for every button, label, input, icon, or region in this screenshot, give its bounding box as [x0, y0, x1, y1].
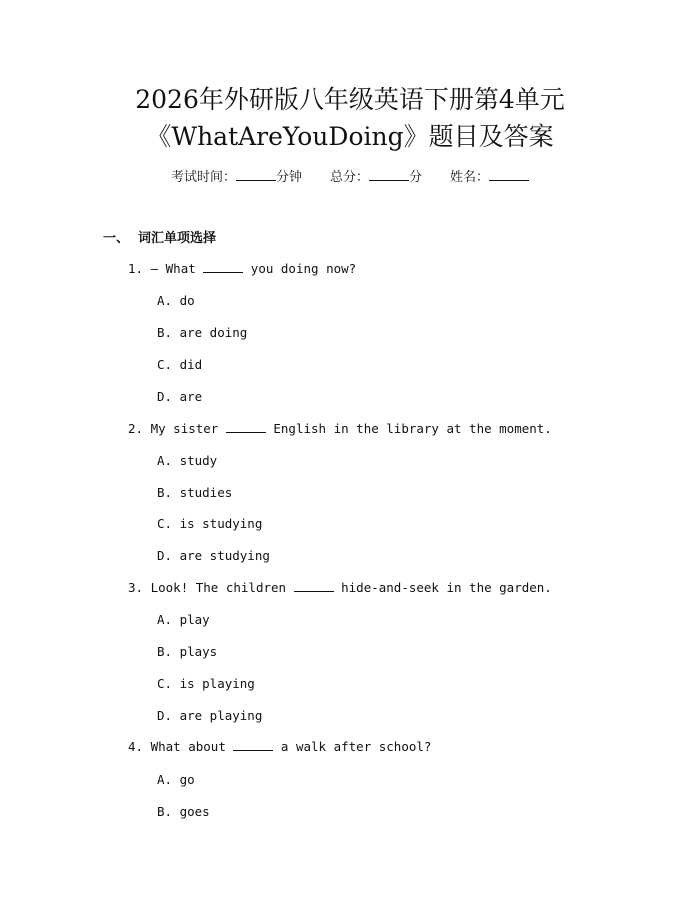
exam-score — [330, 168, 422, 187]
q1-option-c: C. did — [157, 357, 203, 372]
question-3 — [128, 579, 552, 597]
section-heading — [103, 230, 216, 248]
exam-info — [0, 168, 700, 187]
question-text-after: hide-and-seek in the garden. — [333, 580, 552, 595]
question-text-before: — What — [150, 261, 204, 276]
answer-blank — [203, 260, 243, 273]
question-number: 3. — [128, 580, 144, 595]
name-label: 姓名： — [450, 170, 490, 185]
question-text-after: English in the library at the moment. — [265, 421, 552, 436]
q2-option-b: B. studies — [157, 485, 233, 500]
exam-name — [450, 168, 529, 187]
q1-option-d: D. are — [157, 389, 203, 404]
q3-option-a: A. play — [157, 612, 210, 627]
answer-blank — [226, 420, 266, 433]
score-unit: 分 — [409, 170, 423, 185]
q4-option-a: A. go — [157, 772, 195, 787]
q3-option-d: D. are playing — [157, 708, 263, 723]
title-line-1: 2026年外研版八年级英语下册第4单元 — [135, 85, 565, 114]
exam-time — [171, 168, 302, 187]
score-blank — [369, 168, 409, 181]
question-text-after: you doing now? — [243, 261, 357, 276]
q2-option-c: C. is studying — [157, 516, 263, 531]
question-1 — [128, 260, 356, 278]
time-label: 考试时间： — [170, 170, 236, 185]
q4-option-b: B. goes — [157, 804, 210, 819]
section-number: 一、 — [103, 231, 130, 246]
question-number: 4. — [128, 739, 144, 754]
name-blank — [489, 168, 529, 181]
q2-option-d: D. are studying — [157, 548, 270, 563]
question-4 — [128, 738, 431, 756]
score-label: 总分： — [329, 170, 369, 185]
time-unit: 分钟 — [275, 170, 302, 185]
q1-option-b: B. are doing — [157, 325, 248, 340]
time-blank — [236, 168, 276, 181]
question-2 — [128, 420, 552, 438]
section-title: 词汇单项选择 — [138, 231, 217, 246]
title-line-2: 《WhatAreYouDoing》题目及答案 — [146, 122, 554, 151]
question-text-before: Look! The children — [150, 580, 294, 595]
q3-option-c: C. is playing — [157, 676, 255, 691]
answer-blank — [294, 579, 334, 592]
q1-option-a: A. do — [157, 293, 195, 308]
question-text-before: What about — [150, 739, 234, 754]
q2-option-a: A. study — [157, 453, 218, 468]
question-number: 2. — [128, 421, 144, 436]
question-number: 1. — [128, 261, 144, 276]
question-text-after: a walk after school? — [273, 739, 432, 754]
q3-option-b: B. plays — [157, 644, 218, 659]
question-text-before: My sister — [150, 421, 226, 436]
answer-blank — [233, 738, 273, 751]
